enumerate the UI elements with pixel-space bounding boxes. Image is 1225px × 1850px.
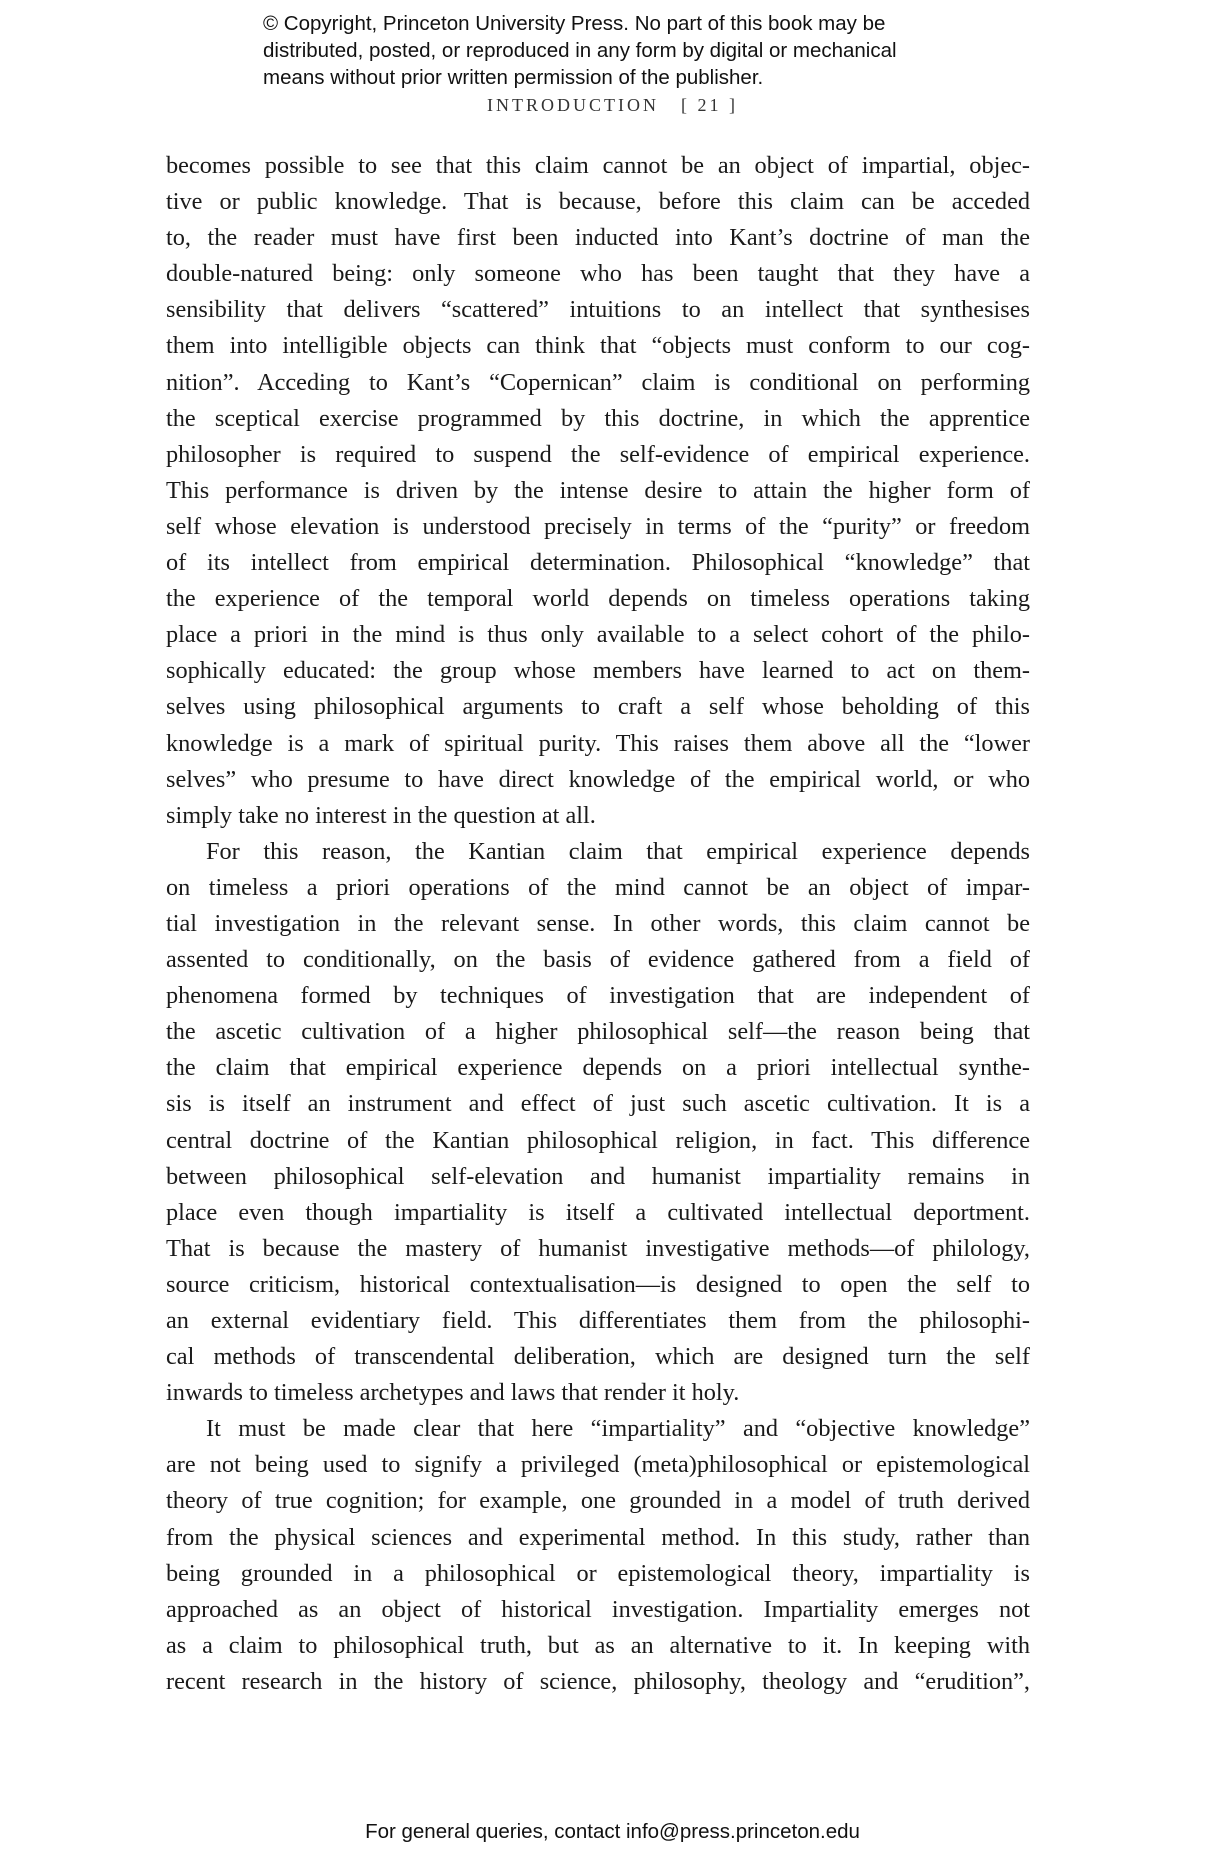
text-line: the experience of the temporal world depends on timeless operations taking <box>166 585 1030 613</box>
text-line: assented to conditionally, on the basis of evidence gathered from a field of <box>166 946 1030 974</box>
text-line: to, the reader must have first been inducted into Kant’s doctrine of man the <box>166 224 1030 252</box>
copyright-line: © Copyright, Princeton University Press. No part of this book may be <box>263 12 886 35</box>
text-line: them into intelligible objects can think that “objects must conform to our cog- <box>166 332 1030 360</box>
text-line: selves using philosophical arguments to craft a self whose beholding of this <box>166 693 1030 721</box>
running-head <box>0 95 1225 116</box>
text-line: from the physical sciences and experimental method. In this study, rather than <box>166 1523 1030 1551</box>
text-line: cal methods of transcendental deliberation, which are designed turn the self <box>166 1343 1030 1371</box>
text-line: recent research in the history of science, philosophy, theology and “erudition”, <box>166 1667 1030 1695</box>
text-line: the sceptical exercise programmed by this doctrine, in which the apprentice <box>166 404 1030 432</box>
text-line: an external evidentiary field. This differentiates them from the philosophi- <box>166 1307 1030 1334</box>
text-line: of its intellect from empirical determination. Philosophical “knowledge” that <box>166 549 1030 577</box>
text-line: are not being used to signify a privileged (meta)philosophical or epistemological <box>166 1451 1030 1479</box>
text-line: tial investigation in the relevant sense. In other words, this claim cannot be <box>166 909 1030 937</box>
text-line: the claim that empirical experience depends on a priori intellectual synthe- <box>166 1054 1030 1082</box>
text-line: For this reason, the Kantian claim that empirical experience depends <box>206 837 1030 865</box>
running-head-section: INTRODUCTION <box>487 95 659 115</box>
text-line: This performance is driven by the intense desire to attain the higher form of <box>166 476 1030 504</box>
text-line: knowledge is a mark of spiritual purity. This raises them above all the “lower <box>166 729 1030 757</box>
text-line: self whose elevation is understood precisely in terms of the “purity” or freedom <box>166 512 1030 540</box>
text-line: theory of true cognition; for example, one grounded in a model of truth derived <box>166 1487 1030 1515</box>
footer-contact: For general queries, contact info@press.princeton.edu <box>365 1820 860 1843</box>
copyright-notice <box>263 10 1023 91</box>
text-line: nition”. Acceding to Kant’s “Copernican” claim is conditional on performing <box>166 368 1030 396</box>
text-line: tive or public knowledge. That is because, before this claim can be acceded <box>166 188 1030 216</box>
page-number: [ 21 ] <box>680 95 738 115</box>
text-line: sis is itself an instrument and effect of just such ascetic cultivation. It is a <box>166 1090 1030 1118</box>
text-line: sophically educated: the group whose members have learned to act on them- <box>166 657 1030 685</box>
body-text <box>166 148 1030 1700</box>
text-line: It must be made clear that here “impartiality” and “objective knowledge” <box>206 1415 1030 1443</box>
text-line: phenomena formed by techniques of investigation that are independent of <box>166 982 1030 1010</box>
copyright-line: distributed, posted, or reproduced in any form by digital or mechanical <box>263 39 897 62</box>
text-line: between philosophical self-elevation and humanist impartiality remains in <box>166 1162 1030 1190</box>
text-line: double-natured being: only someone who has been taught that they have a <box>166 260 1030 288</box>
text-line: central doctrine of the Kantian philosophical religion, in fact. This difference <box>166 1126 1030 1154</box>
text-line: source criticism, historical contextualisation—is designed to open the self to <box>166 1270 1030 1298</box>
text-line: sensibility that delivers “scattered” intuitions to an intellect that synthesises <box>166 296 1030 324</box>
text-line: simply take no interest in the question at all. <box>166 801 596 829</box>
text-line: becomes possible to see that this claim cannot be an object of impartial, objec- <box>166 152 1030 179</box>
text-line: as a claim to philosophical truth, but as an alternative to it. In keeping with <box>166 1631 1030 1659</box>
text-line: place even though impartiality is itself a cultivated intellectual deportment. <box>166 1198 1030 1226</box>
text-line: the ascetic cultivation of a higher philosophical self—the reason being that <box>166 1018 1030 1046</box>
text-line: philosopher is required to suspend the self-evidence of empirical experience. <box>166 440 1030 468</box>
text-line: selves” who presume to have direct knowledge of the empirical world, or who <box>166 765 1030 793</box>
text-line: place a priori in the mind is thus only available to a select cohort of the philo- <box>166 621 1030 649</box>
text-line: being grounded in a philosophical or epistemological theory, impartiality is <box>166 1559 1030 1587</box>
text-line: on timeless a priori operations of the mind cannot be an object of impar- <box>166 873 1030 901</box>
text-line: That is because the mastery of humanist investigative methods—of philology, <box>166 1234 1030 1262</box>
copyright-line: means without prior written permission of the publisher. <box>263 66 764 89</box>
text-line: inwards to timeless archetypes and laws that render it holy. <box>166 1379 740 1407</box>
text-line: approached as an object of historical investigation. Impartiality emerges not <box>166 1595 1030 1623</box>
